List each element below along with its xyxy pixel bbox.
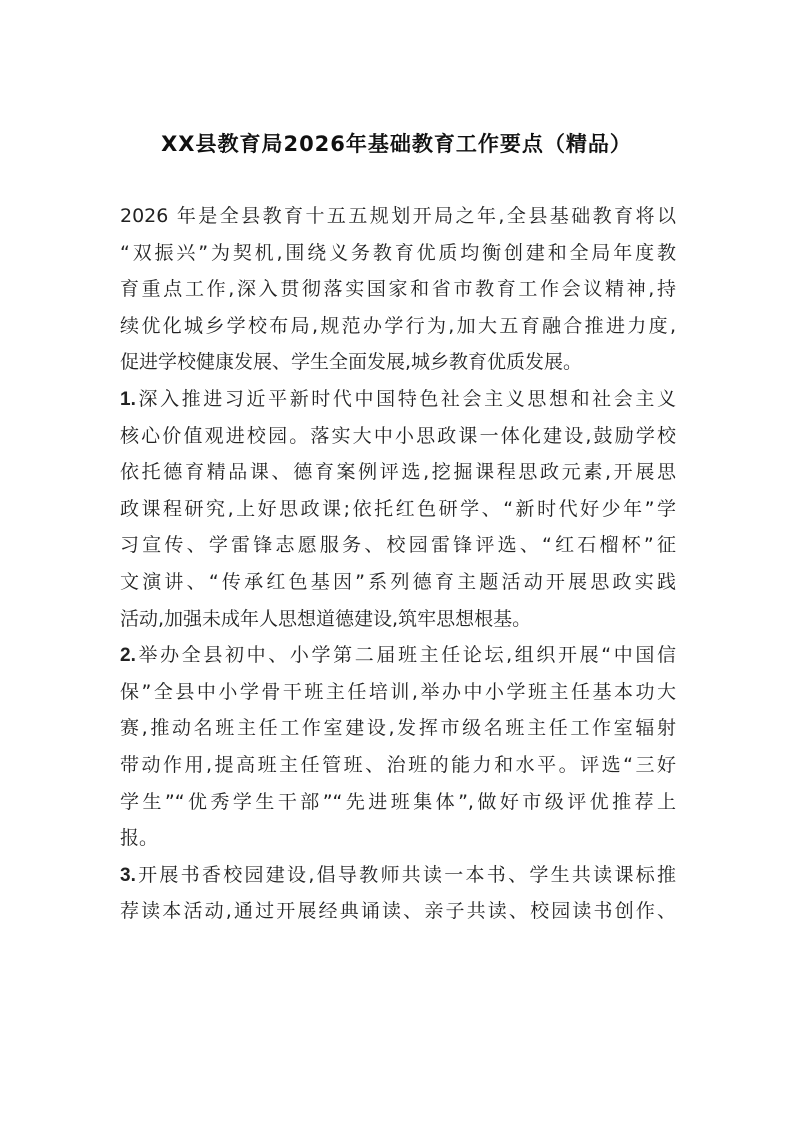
line-text: 保”全县中小学骨干班主任培训,举办中小学班主任基本功大 [120,680,676,703]
line-text: 赛,推动名班主任工作室建设,发挥市级名班主任工作室辐射 [120,717,676,740]
text-line [120,235,676,272]
line-text: 深入推进习近平新时代中国特色社会主义思想和社会主义 [135,387,676,410]
line-text: 荐读本活动,通过开展经典诵读、亲子共读、校园读书创作、 [120,900,676,923]
text-line [120,271,676,308]
item-number: 2. [120,645,136,667]
item-number: 1. [120,388,136,410]
text-line [120,418,676,455]
document-title: XX县教育局2026年基础教育工作要点（精品） [161,132,632,156]
line-text: 学生”“优秀学生干部”“先进班集体”,做好市级评优推荐上 [120,790,676,813]
line-text: 文演讲、“传承红色基因”系列德育主题活动开展思政实践 [120,570,676,593]
line-text: 促进学校健康发展、学生全面发展,城乡教育优质发展。 [120,351,583,374]
text-line [120,674,676,711]
line-text: 2026 年是全县教育十五五规划开局之年,全县基础教育将以 [120,205,676,227]
text-line [120,893,676,930]
line-text: 续优化城乡学校布局,规范办学行为,加大五育融合推进力度, [120,314,676,337]
text-line [120,601,676,638]
text-line [120,454,676,491]
line-text: 开展书香校园建设,倡导教师共读一本书、学生共读课标推 [135,863,676,886]
line-text: 依托德育精品课、德育案例评选,挖掘课程思政元素,开展思 [120,461,676,484]
line-text: 核心价值观进校园。落实大中小思政课一体化建设,鼓励学校 [120,424,676,447]
text-line [120,747,676,784]
text-line [120,564,676,601]
line-text: 举办全县初中、小学第二届班主任论坛,组织开展“中国信 [135,644,676,667]
text-line [120,491,676,528]
text-line [120,308,676,345]
line-text: 政课程研究,上好思政课;依托红色研学、“新时代好少年”学 [120,497,676,520]
numbered-paragraph-start [120,381,676,418]
text-line [120,820,676,857]
text-line [120,784,676,821]
numbered-paragraph-start [120,857,676,894]
text-line [120,710,676,747]
text-line [120,198,676,235]
line-text: 活动,加强未成年人思想道德建设,筑牢思想根基。 [120,607,532,630]
document-body [120,198,676,930]
text-line [120,527,676,564]
numbered-paragraph-start [120,637,676,674]
text-line [120,344,676,381]
line-text: 报。 [120,827,159,850]
line-text: 带动作用,提高班主任管班、治班的能力和水平。评选“三好 [120,753,676,776]
line-text: “双振兴”为契机,围绕义务教育优质均衡创建和全局年度教 [120,241,676,264]
line-text: 习宣传、学雷锋志愿服务、校园雷锋评选、“红石榴杯”征 [120,534,676,557]
item-number: 3. [120,864,136,886]
line-text: 育重点工作,深入贯彻落实国家和省市教育工作会议精神,持 [120,278,676,301]
